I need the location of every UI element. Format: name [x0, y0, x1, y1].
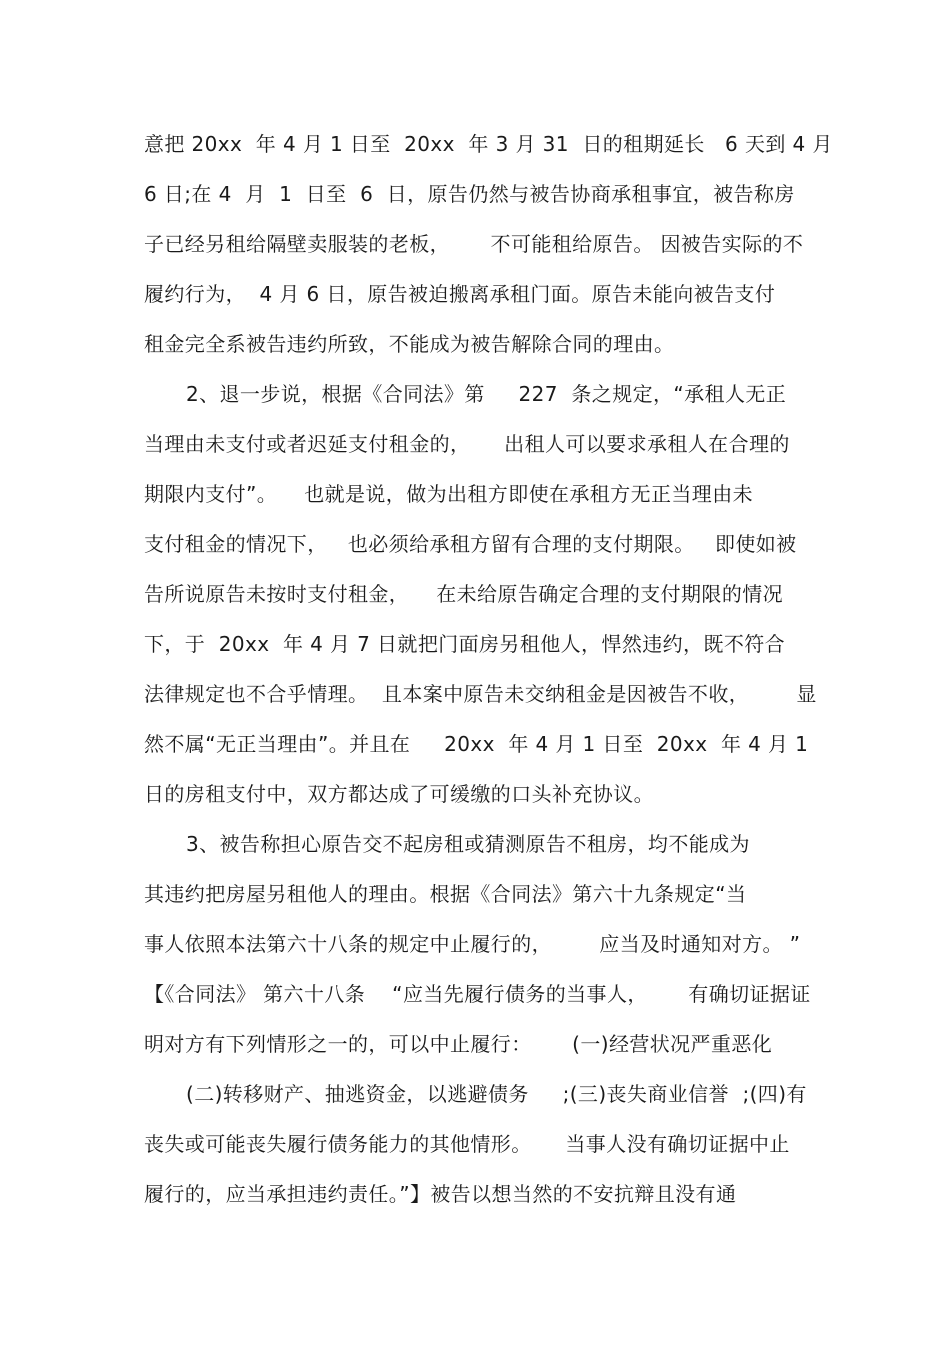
text-line: 6 日;在 4 月 1 日至 6 日，原告仍然与被告协商承租事宜，被告称房 [144, 182, 795, 206]
text-line: 履约行为， 4 月 6 日，原告被迫搬离承租门面。原告未能向被告支付 [144, 282, 776, 306]
text-line: 【《合同法》 第六十八条 “应当先履行债务的当事人， 有确切证据证 [144, 982, 811, 1006]
text-line: 事人依照本法第六十八条的规定中止履行的， 应当及时通知对方。 ” [144, 932, 801, 956]
text-line: 下，于 20xx 年 4 月 7 日就把门面房另租他人，悍然违约，既不符合 [144, 632, 786, 656]
text-line: 期限内支付”。 也就是说，做为出租方即使在承租方无正当理由未 [144, 482, 753, 506]
text-line: 明对方有下列情形之一的，可以中止履行： (一)经营状况严重恶化 [144, 1032, 773, 1056]
text-line: 当理由未支付或者迟延支付租金的， 出租人可以要求承租人在合理的 [144, 432, 790, 456]
text-line: 2、退一步说，根据《合同法》第 227 条之规定，“承租人无正 [186, 382, 787, 406]
text-line: 3、被告称担心原告交不起房租或猜测原告不租房，均不能成为 [186, 832, 750, 856]
text-line: 意把 20xx 年 4 月 1 日至 20xx 年 3 月 31 日的租期延长 6 天到 4 月 [144, 132, 833, 156]
text-line: 履行的，应当承担违约责任。”】被告以想当然的不安抗辩且没有通 [144, 1182, 737, 1206]
text-line: 子已经另租给隔壁卖服装的老板， 不可能租给原告。 因被告实际的不 [144, 232, 804, 256]
text-line: 日的房租支付中，双方都达成了可缓缴的口头补充协议。 [144, 782, 654, 806]
text-line: 然不属“无正当理由”。并且在 20xx 年 4 月 1 日至 20xx 年 4 月 1 [144, 732, 809, 756]
text-line: 告所说原告未按时支付租金， 在未给原告确定合理的支付期限的情况 [144, 582, 784, 606]
text-line: 法律规定也不合乎情理。 且本案中原告未交纳租金是因被告不收， 显 [144, 682, 817, 706]
text-line: (二)转移财产、抽逃资金，以逃避债务 ;(三)丧失商业信誉 ;(四)有 [186, 1082, 807, 1106]
text-line: 其违约把房屋另租他人的理由。根据《合同法》第六十九条规定“当 [144, 882, 747, 906]
text-line: 丧失或可能丧失履行债务能力的其他情形。 当事人没有确切证据中止 [144, 1132, 790, 1156]
text-line: 支付租金的情况下， 也必须给承租方留有合理的支付期限。 即使如被 [144, 532, 797, 556]
text-line: 租金完全系被告违约所致，不能成为被告解除合同的理由。 [144, 332, 675, 356]
